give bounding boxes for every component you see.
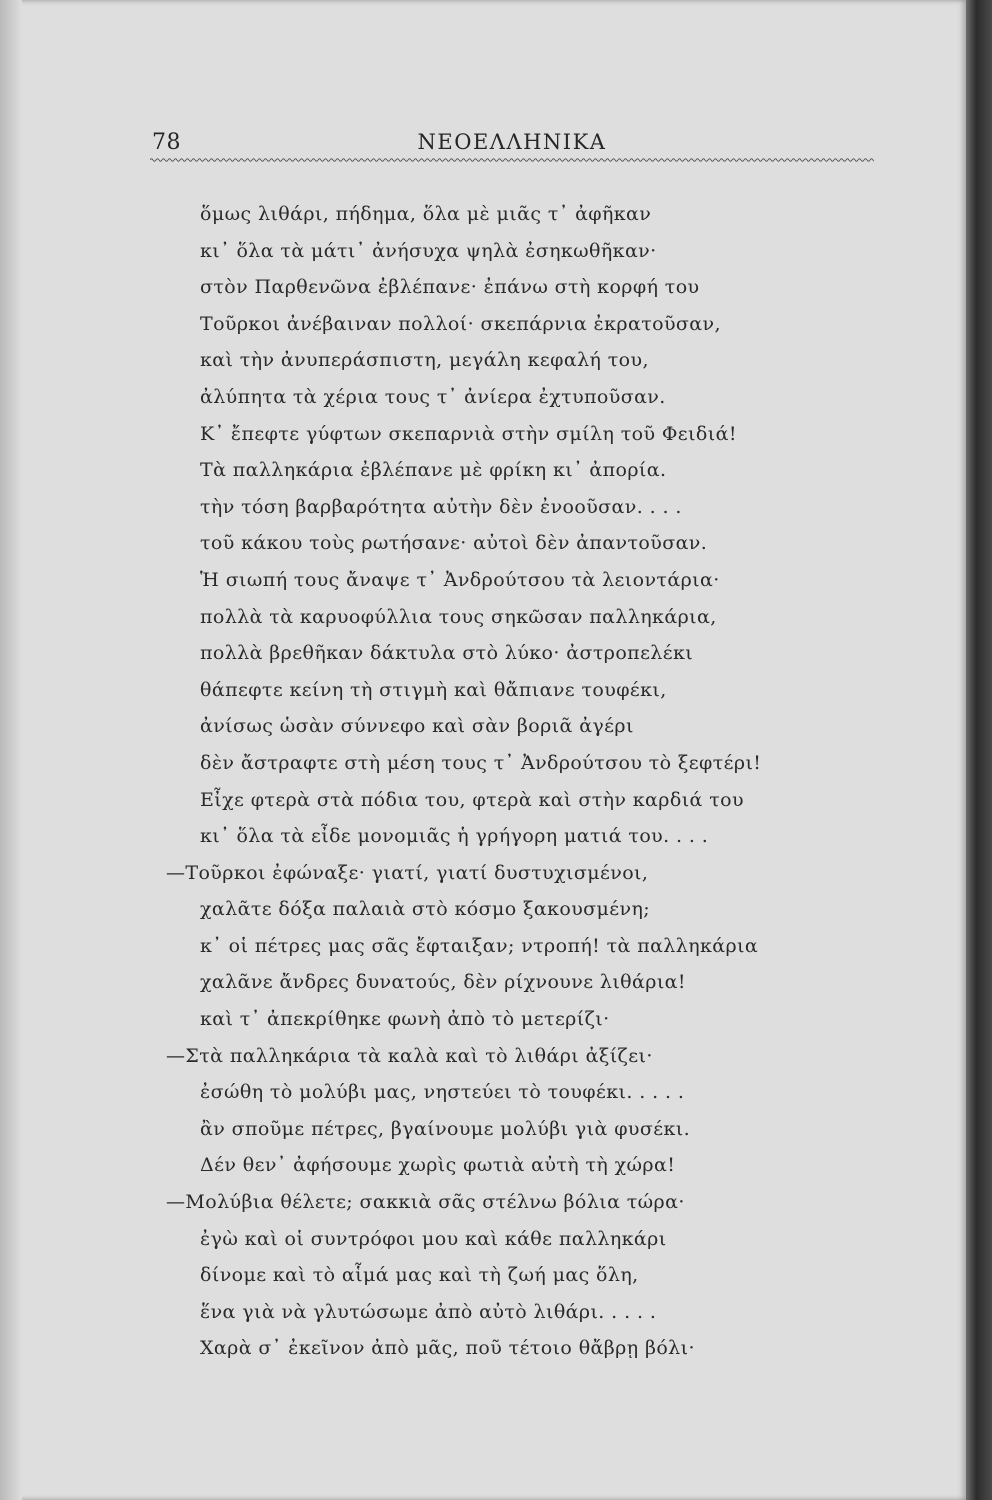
- verse-line: θάπεφτε κείνη τὴ στιγμὴ καὶ θἄπιανε τουφέκι,: [200, 678, 667, 701]
- running-title: ΝΕΟΕΛΛΗΝΙΚΑ: [417, 130, 607, 154]
- verse-line: —Μολύβια θέλετε; σακκιὰ σᾶς στέλνω βόλια τώρα·: [166, 1191, 685, 1214]
- verse-line: Τοῦρκοι ἀνέβαιναν πολλοί· σκεπάρνια ἐκρατοῦσαν,: [200, 312, 721, 335]
- verse-line: ἐσώθη τὸ μολύβι μας, νηστεύει τὸ τουφέκι. . . . .: [200, 1081, 685, 1104]
- verse-line: τὴν τόση βαρβαρότητα αὐτὴν δὲν ἐνοοῦσαν. . . .: [200, 495, 682, 518]
- verse-line: Εἶχε φτερὰ στὰ πόδια του, φτερὰ καὶ στὴν καρδιά του: [200, 788, 744, 811]
- verse-line: κι᾽ ὅλα τὰ μάτι᾽ ἀνήσυχα ψηλὰ ἐσηκωθῆκαν·: [200, 239, 657, 262]
- verse-line: χαλᾶνε ἄνδρες δυνατούς, δὲν ρίχνουνε λιθάρια!: [200, 971, 686, 994]
- verse-line: κι᾽ ὅλα τὰ εἶδε μονομιᾶς ἡ γρήγορη ματιά του. . . .: [200, 825, 709, 848]
- wavy-header-rule: [150, 156, 874, 164]
- verse-line: καὶ τ᾽ ἀπεκρίθηκε φωνὴ ἀπὸ τὸ μετερίζι·: [200, 1008, 610, 1031]
- verse-line: Τὰ παλληκάρια ἐβλέπανε μὲ φρίκη κι᾽ ἀπορία.: [200, 459, 667, 482]
- verse-line: ἂν σποῦμε πέτρες, βγαίνουμε μολύβι γιὰ φυσέκι.: [200, 1117, 691, 1140]
- verse-line: χαλᾶτε δόξα παλαιὰ στὸ κόσμο ξακουσμένη;: [200, 898, 651, 921]
- verse-line: Κ᾽ ἔπεφτε γύφτων σκεπαρνιὰ στὴν σμίλη τοῦ Φειδιά!: [200, 422, 737, 445]
- verse-line: στὸν Παρθενῶνα ἐβλέπανε· ἐπάνω στὴ κορφή του: [200, 276, 700, 299]
- poem-text: [166, 196, 866, 1367]
- gutter-shadow: [0, 0, 22, 1500]
- verse-line: Ἡ σιωπή τους ἄναψε τ᾽ Ἀνδρούτσου τὰ λειοντάρια·: [200, 568, 720, 591]
- verse-line: —Τοῦρκοι ἐφώναξε· γιατί, γιατί δυστυχισμένοι,: [166, 861, 649, 884]
- verse-line: ἀλύπητα τὰ χέρια τους τ᾽ ἀνίερα ἐχτυποῦσαν.: [200, 385, 666, 408]
- page-number: 78: [152, 130, 181, 155]
- verse-line: Δέν θεν᾽ ἀφήσουμε χωρὶς φωτιὰ αὐτὴ τὴ χώρα!: [200, 1154, 676, 1177]
- verse-line: δίνομε καὶ τὸ αἷμά μας καὶ τὴ ζωή μας ὅλη,: [200, 1264, 639, 1287]
- verse-line: —Στὰ παλληκάρια τὰ καλὰ καὶ τὸ λιθάρι ἀξίζει·: [166, 1044, 653, 1067]
- verse-line: καὶ τὴν ἀνυπεράσπιστη, μεγάλη κεφαλή του,: [200, 349, 649, 372]
- page-edge-shadow: [966, 0, 992, 1500]
- verse-line: πολλὰ βρεθῆκαν δάκτυλα στὸ λύκο· ἀστροπελέκι: [200, 642, 694, 665]
- verse-line: πολλὰ τὰ καρυοφύλλια τους σηκῶσαν παλληκάρια,: [200, 605, 717, 628]
- verse-line: ἀνίσως ὡσὰν σύννεφο καὶ σὰν βοριᾶ ἀγέρι: [200, 715, 634, 738]
- verse-line: ἕνα γιὰ νὰ γλυτώσωμε ἀπὸ αὐτὸ λιθάρι. . . . .: [200, 1300, 657, 1323]
- verse-line: ὅμως λιθάρι, πήδημα, ὅλα μὲ μιᾶς τ᾽ ἀφῆκαν: [200, 203, 652, 225]
- verse-line: δὲν ἄστραφτε στὴ μέση τους τ᾽ Ἀνδρούτσου τὸ ξεφτέρι!: [200, 751, 762, 774]
- verse-line: τοῦ κάκου τοὺς ρωτήσανε· αὐτοὶ δὲν ἀπαντοῦσαν.: [200, 532, 708, 555]
- verse-line: Χαρὰ σ᾽ ἐκεῖνον ἀπὸ μᾶς, ποῦ τέτοιο θἄβρῃ βόλι·: [200, 1337, 695, 1360]
- verse-line: κ᾽ οἱ πέτρες μας σᾶς ἔφταιξαν; ντροπή! τὰ παλληκάρια: [200, 934, 759, 957]
- verse-line: ἐγὼ καὶ οἱ συντρόφοι μου καὶ κάθε παλληκάρι: [200, 1227, 667, 1250]
